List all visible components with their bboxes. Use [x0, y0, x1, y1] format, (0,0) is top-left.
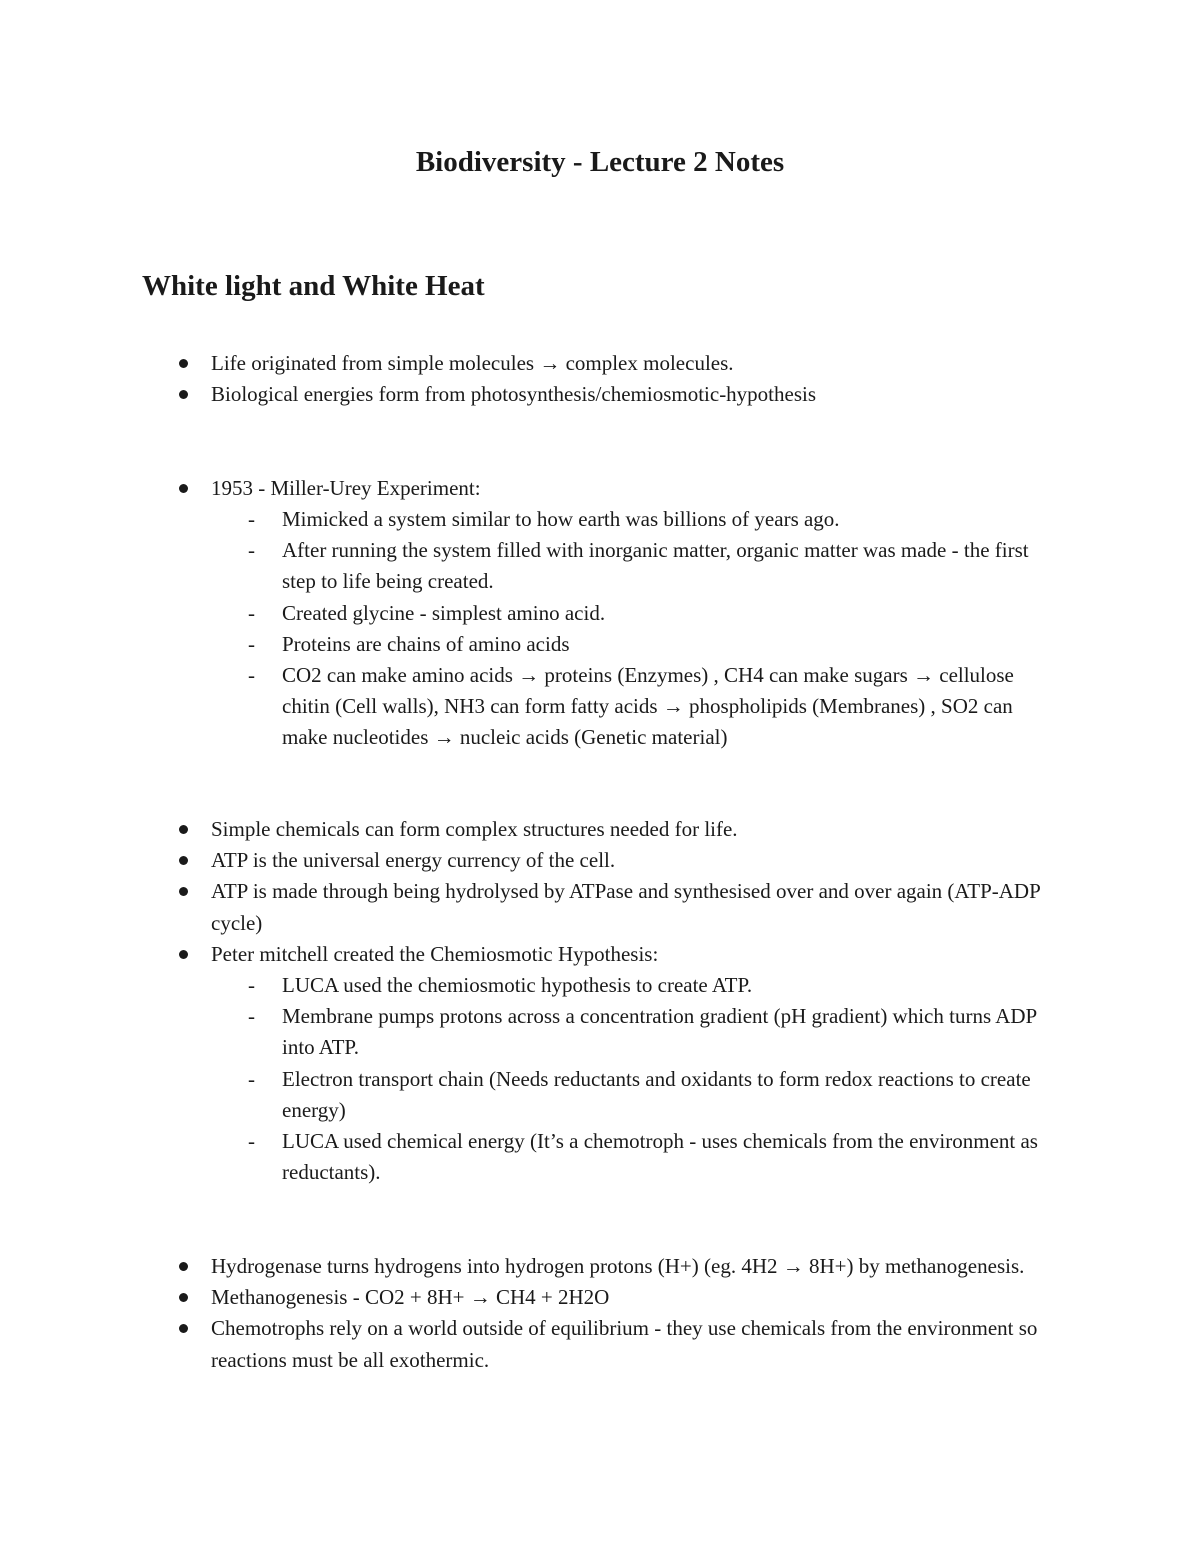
sub-list-item-text: Created glycine - simplest amino acid.	[282, 600, 606, 625]
dash-marker: -	[248, 973, 255, 997]
bullet-dot-icon	[179, 1293, 188, 1302]
list-item	[0, 939, 1200, 970]
dash-marker: -	[248, 1129, 255, 1154]
dash-marker: -	[248, 663, 255, 688]
sub-list	[0, 504, 1200, 754]
list-item	[0, 814, 1200, 845]
list-item-text: ATP is the universal energy currency of the cell.	[211, 848, 616, 873]
list-item	[0, 845, 1200, 876]
sub-list-item-text: Electron transport chain (Needs reductants and oxidants to form redox reactions to create energy)	[282, 1066, 1031, 1122]
sub-list-item-text: LUCA used chemical energy (It’s a chemotroph - uses chemicals from the environment as reductants).	[282, 1129, 1038, 1185]
sub-list-item-text: After running the system filled with inorganic matter, organic matter was made - the first step to life being created.	[282, 538, 1029, 594]
sub-list-item-text: Proteins are chains of amino acids	[282, 631, 570, 656]
list-item	[0, 348, 1200, 379]
sub-list-item	[0, 1064, 1200, 1126]
sub-list-item	[0, 535, 1200, 597]
bullet-dot-icon	[179, 484, 188, 493]
bullet-dot-icon	[179, 887, 188, 896]
bullet-dot-icon	[179, 856, 188, 865]
sub-list-item	[0, 1001, 1200, 1063]
document-title: Biodiversity - Lecture 2 Notes	[415, 146, 785, 178]
bullet-dot-icon	[179, 1324, 188, 1333]
bullet-list	[0, 814, 1200, 970]
sub-list-item	[0, 1126, 1200, 1188]
bullet-list	[0, 1251, 1200, 1376]
sub-list	[0, 970, 1200, 1188]
list-item	[0, 876, 1200, 938]
bullet-dot-icon	[179, 825, 188, 834]
bullet-list	[0, 473, 1200, 504]
bullet-dot-icon	[179, 390, 188, 399]
dash-marker: -	[248, 600, 255, 625]
sub-list-item-text: Membrane pumps protons across a concentration gradient (pH gradient) which turns ADP into ATP.	[282, 1004, 1037, 1060]
sub-list-item-text: CO2 can make amino acids → proteins (Enzymes) , CH4 can make sugars → cellulose chitin (Cell walls), NH3 can form fatty acids → phospholipids (Membranes) , SO2 can make nucleotides → nucleic acids (Genetic material)	[282, 663, 1014, 750]
bullet-dot-icon	[179, 950, 188, 959]
bullet-dot-icon	[179, 1262, 188, 1271]
list-item-text: Hydrogenase turns hydrogens into hydrogen protons (H+) (eg. 4H2 → 8H+) by methanogenesis.	[211, 1254, 1025, 1278]
dash-marker: -	[248, 631, 255, 656]
sub-list-item-text: LUCA used the chemiosmotic hypothesis to create ATP.	[282, 973, 753, 997]
list-item-text: Methanogenesis - CO2 + 8H+ → CH4 + 2H2O	[211, 1285, 610, 1310]
sub-list-item-text: Mimicked a system similar to how earth was billions of years ago.	[282, 507, 840, 531]
list-item-text: ATP is made through being hydrolysed by ATPase and synthesised over and over again (ATP-ADP cycle)	[211, 879, 1040, 935]
list-item-text: 1953 - Miller-Urey Experiment:	[211, 476, 481, 500]
sub-list-item	[0, 970, 1200, 1001]
list-item-text: Life originated from simple molecules → complex molecules.	[211, 351, 734, 375]
bullet-list	[0, 348, 1200, 410]
section-heading: White light and White Heat	[142, 270, 485, 302]
list-item-text: Simple chemicals can form complex structures needed for life.	[211, 817, 738, 841]
list-item	[0, 1282, 1200, 1313]
dash-marker: -	[248, 1066, 255, 1091]
list-item	[0, 473, 1200, 504]
list-item-text: Chemotrophs rely on a world outside of equilibrium - they use chemicals from the environment so reactions must be all exothermic.	[211, 1316, 1038, 1372]
list-item	[0, 1251, 1200, 1282]
dash-marker: -	[248, 1004, 255, 1029]
dash-marker: -	[248, 507, 255, 531]
bullet-dot-icon	[179, 359, 188, 368]
sub-list-item	[0, 598, 1200, 629]
dash-marker: -	[248, 538, 255, 563]
list-item-text: Biological energies form from photosynthesis/chemiosmotic-hypothesis	[211, 382, 817, 407]
list-item-text: Peter mitchell created the Chemiosmotic Hypothesis:	[211, 941, 659, 966]
list-item	[0, 1313, 1200, 1375]
list-item	[0, 379, 1200, 410]
sub-list-item	[0, 629, 1200, 660]
sub-list-item	[0, 660, 1200, 754]
sub-list-item	[0, 504, 1200, 535]
